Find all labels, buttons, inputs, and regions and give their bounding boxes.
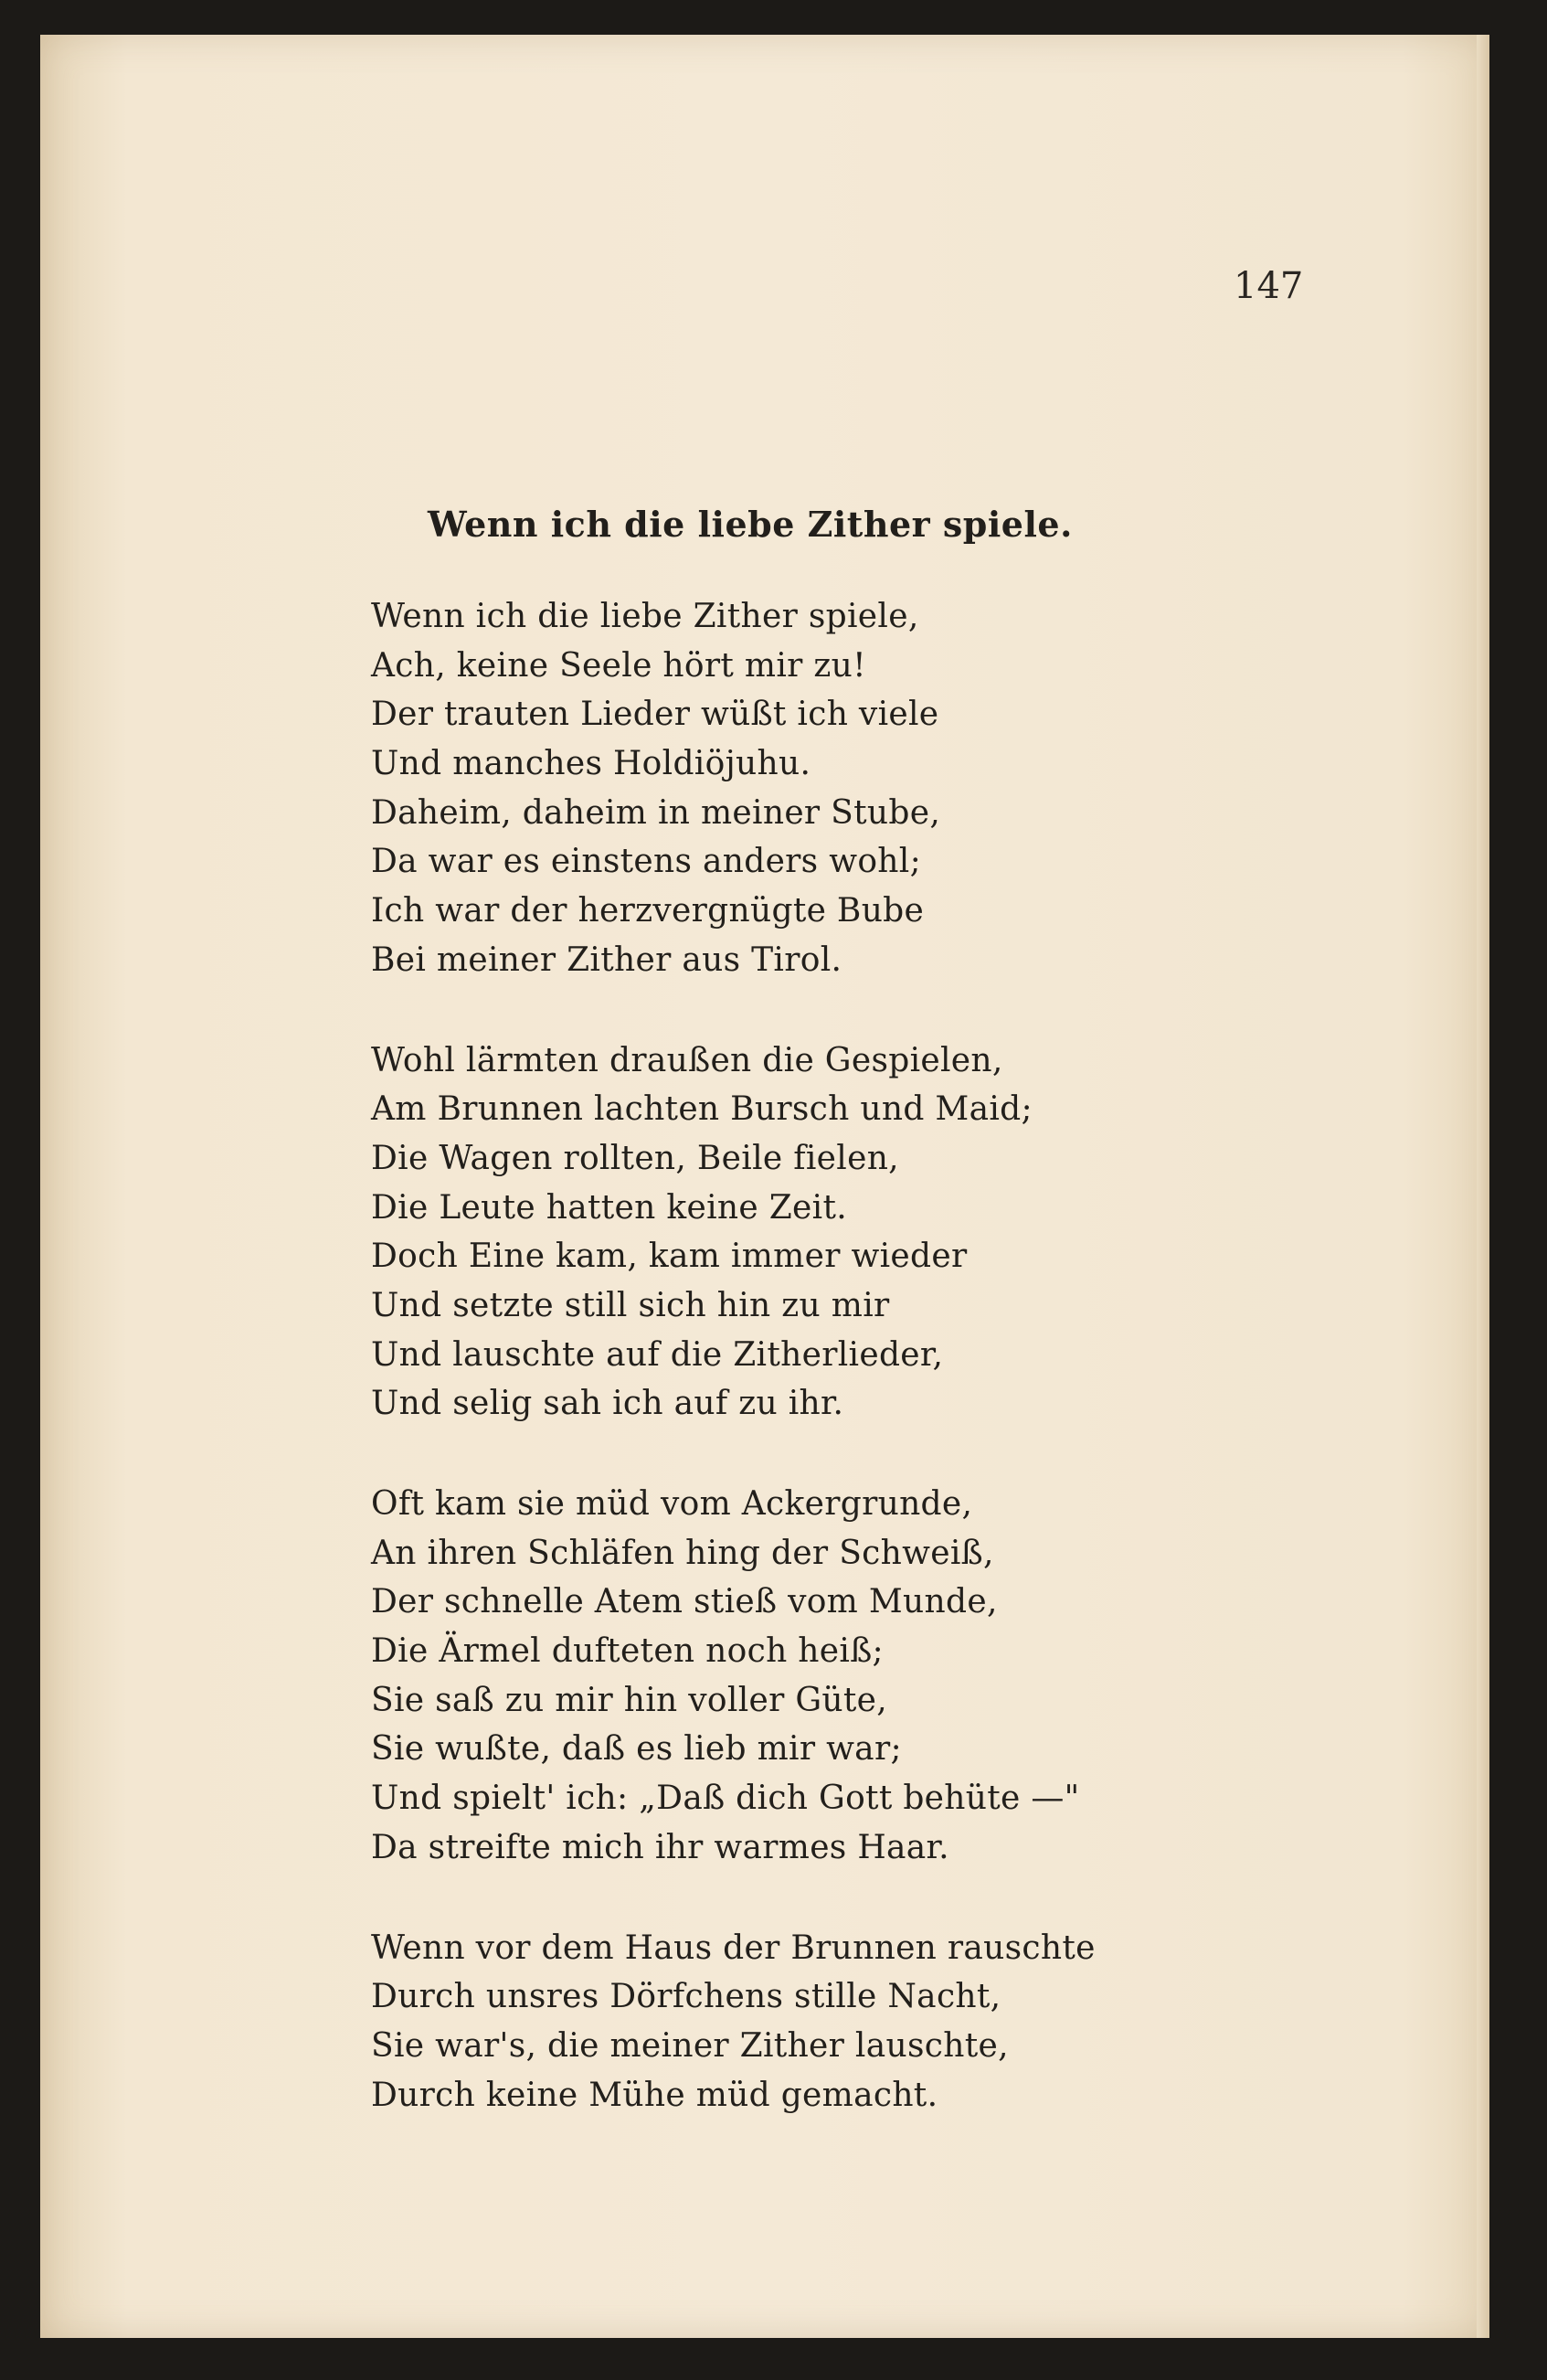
poem-line: Sie war's, die meiner Zither lauschte,: [371, 2026, 1009, 2065]
poem-line: Der schnelle Atem stieß vom Munde,: [371, 1583, 998, 1621]
poem-body: [371, 592, 1285, 2171]
poem-line: Die Leute hatten keine Zeit.: [371, 1188, 847, 1227]
stanza-4: [371, 1924, 1285, 2120]
poem-line: Der trauten Lieder wüßt ich viele: [371, 696, 939, 734]
poem-line: An ihren Schläfen hing der Schweiß,: [371, 1534, 994, 1572]
poem-line: Und selig sah ich auf zu ihr.: [371, 1385, 844, 1423]
poem-line: Sie wußte, daß es lieb mir war;: [371, 1730, 902, 1769]
stanza-2: [371, 1036, 1285, 1429]
stanza-1: [371, 592, 1285, 985]
poem-line: Wenn ich die liebe Zither spiele,: [371, 598, 919, 635]
poem-line: Bei meiner Zither aus Tirol.: [371, 940, 842, 979]
poem-line: Die Wagen rollten, Beile fielen,: [371, 1139, 899, 1177]
poem-line: Ach, keine Seele hört mir zu!: [371, 646, 866, 685]
poem-line: Da streifte mich ihr warmes Haar.: [371, 1828, 949, 1866]
poem-line: Und manches Holdiöjuhu.: [371, 745, 811, 783]
stanza-3: [371, 1480, 1285, 1873]
poem-line: Und setzte still sich hin zu mir: [371, 1286, 890, 1324]
book-page: [40, 35, 1489, 2338]
poem-line: Sie saß zu mir hin voller Güte,: [371, 1681, 888, 1719]
poem-line: Durch unsres Dörfchens stille Nacht,: [371, 1978, 1001, 2016]
poem-line: Und lauschte auf die Zitherlieder,: [371, 1335, 944, 1374]
poem-line: Ich war der herzvergnügte Bube: [371, 892, 925, 930]
poem-line: Die Ärmel dufteten noch heiß;: [371, 1632, 884, 1671]
poem-line: Da war es einstens anders wohl;: [371, 843, 922, 881]
poem-title: Wenn ich die liebe Zither spiele.: [428, 504, 1073, 545]
poem-line: Wenn vor dem Haus der Brunnen rauschte: [371, 1928, 1096, 1967]
poem-line: Doch Eine kam, kam immer wieder: [371, 1238, 968, 1276]
poem-line: Wohl lärmten draußen die Gespielen,: [371, 1041, 1003, 1079]
page-number: 147: [1234, 265, 1304, 307]
poem-line: Oft kam sie müd vom Ackergrunde,: [371, 1485, 973, 1523]
poem-line: Am Brunnen lachten Bursch und Maid;: [371, 1090, 1033, 1129]
poem-line: Durch keine Mühe müd gemacht.: [371, 2076, 938, 2114]
poem-line: Daheim, daheim in meiner Stube,: [371, 793, 941, 832]
page-edge: [1477, 35, 1489, 2338]
poem-line: Und spielt' ich: „Daß dich Gott behüte —": [371, 1780, 1080, 1818]
